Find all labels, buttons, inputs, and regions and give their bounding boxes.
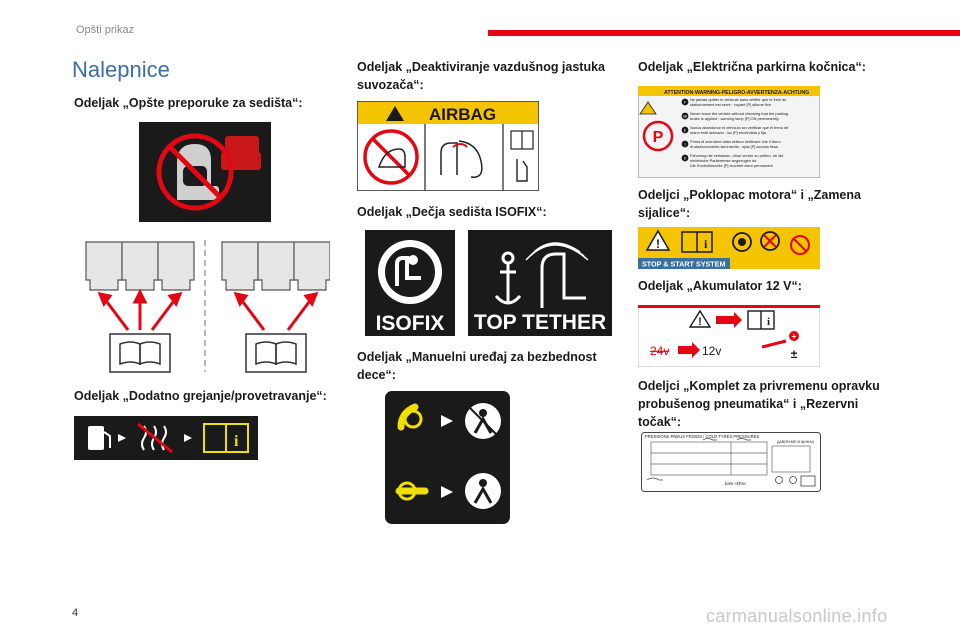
epb-line-i1: Prima di scendere dalla vettura verificare che il freno: [690, 139, 781, 144]
heading-seat-recommendations: Odeljak „Opšte preporuke za sedišta“:: [74, 96, 303, 110]
tyre-pressure-sticker: [641, 432, 821, 492]
isofix-sticker: [365, 230, 455, 336]
heading-child-safety-line1: Odeljak „Manuelni uređaj za bezbednost: [357, 350, 597, 364]
isofix-label: ISOFIX: [375, 312, 445, 335]
epb-code-e: E: [683, 128, 687, 133]
page-number: 4: [72, 607, 79, 619]
epb-line-d2: elektrische Parkbremse angezogen ist.: [690, 158, 758, 163]
heading-bonnet-line2: sijalice“:: [638, 206, 691, 220]
airbag-label: AIRBAG: [429, 105, 497, 124]
epb-code-i: I: [684, 142, 686, 147]
epb-line-f1: Ne jamais quitter le véhicule sans vérifier que le frein de: [690, 97, 787, 102]
tyre-units: bars «kPa»: [725, 481, 747, 486]
heading-airbag-line1: Odeljak „Deaktiviranje vazdušnog jastuka: [357, 60, 606, 74]
svg-text:!: !: [698, 316, 702, 328]
heading-battery: Odeljak „Akumulator 12 V“:: [638, 279, 802, 293]
section-label: Opšti prikaz: [76, 24, 135, 36]
heading-isofix: Odeljak „Dečja sedišta ISOFIX“:: [357, 205, 547, 219]
tyre-header: PRESSIONS PNEUS FROIDS / COLD TYRES PRESSURES: [645, 434, 760, 439]
epb-line-d1: Fahrzeug nie verlassen, ohne vorher zu prüfen, ob die: [690, 153, 784, 158]
svg-text:i: i: [234, 433, 239, 450]
heading-airbag-line2: suvozača“:: [357, 78, 424, 92]
battery-24v: 24v: [650, 344, 670, 358]
battery-12v: 12v: [702, 344, 722, 358]
seat-recommendation-sticker: [139, 122, 271, 222]
heading-bonnet-line1: Odeljci „Poklopac motora“ i „Zamena: [638, 188, 861, 202]
svg-text:+: +: [791, 332, 797, 341]
bonnet-sticker: [638, 227, 820, 269]
epb-code-f: F: [683, 100, 687, 105]
top-tether-label: TOP TETHER: [473, 311, 607, 334]
heading-tyre-kit-line1: Odeljci „Komplet za privremenu opravku: [638, 379, 880, 393]
top-tether-sticker: [468, 230, 612, 336]
page-title: Nalepnice: [72, 57, 170, 82]
heading-tyre-kit-line3: točak“:: [638, 415, 682, 429]
epb-line-d3: Die Kontrollleuchte [P] leuchtet dann permanent: [690, 163, 773, 168]
seats-diagram: [80, 236, 330, 376]
epb-line-i2: di stazionamento sia inserito : spia [P] accesa fissa: [690, 144, 778, 149]
svg-text:!: !: [656, 237, 660, 251]
heading-heating: Odeljak „Dodatno grejanje/provetravanje“:: [74, 389, 327, 403]
svg-text:i: i: [704, 237, 708, 251]
heading-parking-brake: Odeljak „Električna parkirna kočnica“:: [638, 60, 866, 74]
heading-tyre-kit-line2: probušenog pneumatika“ i „Rezervni: [638, 397, 859, 411]
epb-line-f2: stationnement est serré : voyant [P] allumé fixe: [690, 102, 771, 107]
watermark: carmanualsonline.info: [706, 606, 888, 626]
epb-line-gb1: Never leave the vehicle without checking that the parking: [690, 111, 789, 116]
epb-code-d: D: [683, 156, 687, 161]
battery-sticker: [638, 305, 820, 367]
svg-text:±: ±: [790, 347, 798, 361]
child-safety-sticker: [385, 391, 510, 524]
airbag-sticker: [357, 101, 539, 191]
heating-sticker: [74, 416, 258, 460]
svg-text:P: P: [652, 129, 664, 146]
heading-child-safety-line2: dece“:: [357, 368, 396, 382]
epb-line-gb2: brake is applied : warning lamp [P] ON permanently: [690, 116, 779, 121]
tyre-cyrillic: ДАВЛЕНИЕ В ШИНАХ: [777, 440, 815, 444]
parking-brake-sticker: [638, 86, 820, 178]
svg-text:i: i: [767, 316, 771, 328]
epb-line-e1: Nunca abandonar el vehículo sin verificar que el freno de: [690, 125, 789, 130]
epb-warning-header: ATTENTION-WARNING-PELIGRO-AVVERTENZA-ACHTUNG: [664, 90, 810, 96]
header-accent-bar: [488, 30, 960, 36]
stop-start-label: STOP & START SYSTEM: [642, 259, 726, 269]
epb-code-gb: GB: [682, 114, 688, 119]
epb-line-e2: mano esté activado : luz [P] encendida y fija: [690, 130, 766, 135]
